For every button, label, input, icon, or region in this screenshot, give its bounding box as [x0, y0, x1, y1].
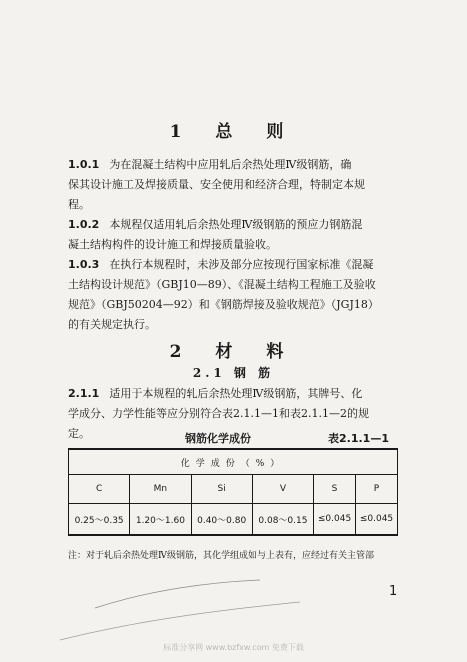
watermark-text: 标准分享网 www.bzfxw.com 免费下载 — [163, 643, 304, 652]
clause-text-line: 的有关规定执行。 — [68, 318, 156, 331]
scan-mark-lines — [0, 560, 467, 650]
clause-text-line: 定。 — [68, 427, 90, 440]
chapter-1-title: 1 总 则 — [169, 122, 298, 142]
clause-text-line: 程。 — [68, 198, 90, 211]
table-note: 注：对于轧后余热处理Ⅳ级钢筋，其化学组成如与上表有，应经过有关主管部 — [68, 551, 374, 561]
clause-number: 1.0.3 — [68, 258, 100, 271]
clause-1-0-3 — [68, 255, 398, 335]
clause-text-line: 本规程仅适用轧后余热处理Ⅳ级钢筋的预应力钢筋混 — [109, 218, 363, 231]
column-header-mn: Mn — [130, 475, 191, 504]
table-cell: 0.40～0.80 — [191, 504, 252, 536]
column-header-v: V — [252, 475, 313, 504]
table-caption: 钢筋化学成份 — [185, 432, 251, 445]
table-group-header: 化学成份（%） — [69, 449, 398, 475]
table-cell: 0.08～0.15 — [252, 504, 313, 536]
clause-text-line: 凝土结构构件的设计施工和焊接质量验收。 — [68, 238, 277, 251]
table-cell: 0.25～0.35 — [69, 504, 130, 536]
table-cell: ≤0.045 — [356, 504, 398, 536]
clause-text-line: 保其设计施工及焊接质量、安全使用和经济合理，特制定本规 — [68, 178, 365, 191]
clause-text-line: 适用于本规程的轧后余热处理Ⅳ级钢筋，其牌号、化 — [109, 387, 363, 400]
clause-number: 2.1.1 — [68, 387, 100, 400]
clause-number: 1.0.1 — [68, 158, 100, 171]
page-number: 1 — [389, 584, 398, 599]
clause-text-line: 为在混凝土结构中应用轧后余热处理Ⅳ级钢筋，确 — [109, 158, 352, 171]
table-cell: 1.20～1.60 — [130, 504, 191, 536]
column-header-si: Si — [191, 475, 252, 504]
clause-text-line: 学成分、力学性能等应分别符合表2.1.1—1和表2.1.1—2的规 — [68, 407, 369, 420]
clause-text-line: 规范》（GBJ50204—92）和《钢筋焊接及验收规范》（JGJ18） — [68, 298, 379, 311]
column-header-c: C — [69, 475, 130, 504]
clause-number: 1.0.2 — [68, 218, 100, 231]
chemical-composition-table — [68, 448, 398, 536]
clause-text-line: 在执行本规程时，未涉及部分应按现行国家标准《混凝 — [109, 258, 374, 271]
column-header-p: P — [356, 475, 398, 504]
table-number: 表2.1.1—1 — [328, 432, 389, 445]
section-2-1-title: 2.1 钢 筋 — [192, 366, 275, 380]
clause-1-0-2 — [68, 215, 398, 255]
chapter-2-title: 2 材 料 — [169, 342, 298, 362]
column-header-s: S — [314, 475, 356, 504]
table-cell: ≤0.045 — [314, 504, 356, 536]
clause-1-0-1 — [68, 155, 398, 215]
table-row — [69, 504, 398, 536]
clause-text-line: 土结构设计规范》（GBJ10—89）、《混凝土结构工程施工及验收 — [68, 278, 376, 291]
